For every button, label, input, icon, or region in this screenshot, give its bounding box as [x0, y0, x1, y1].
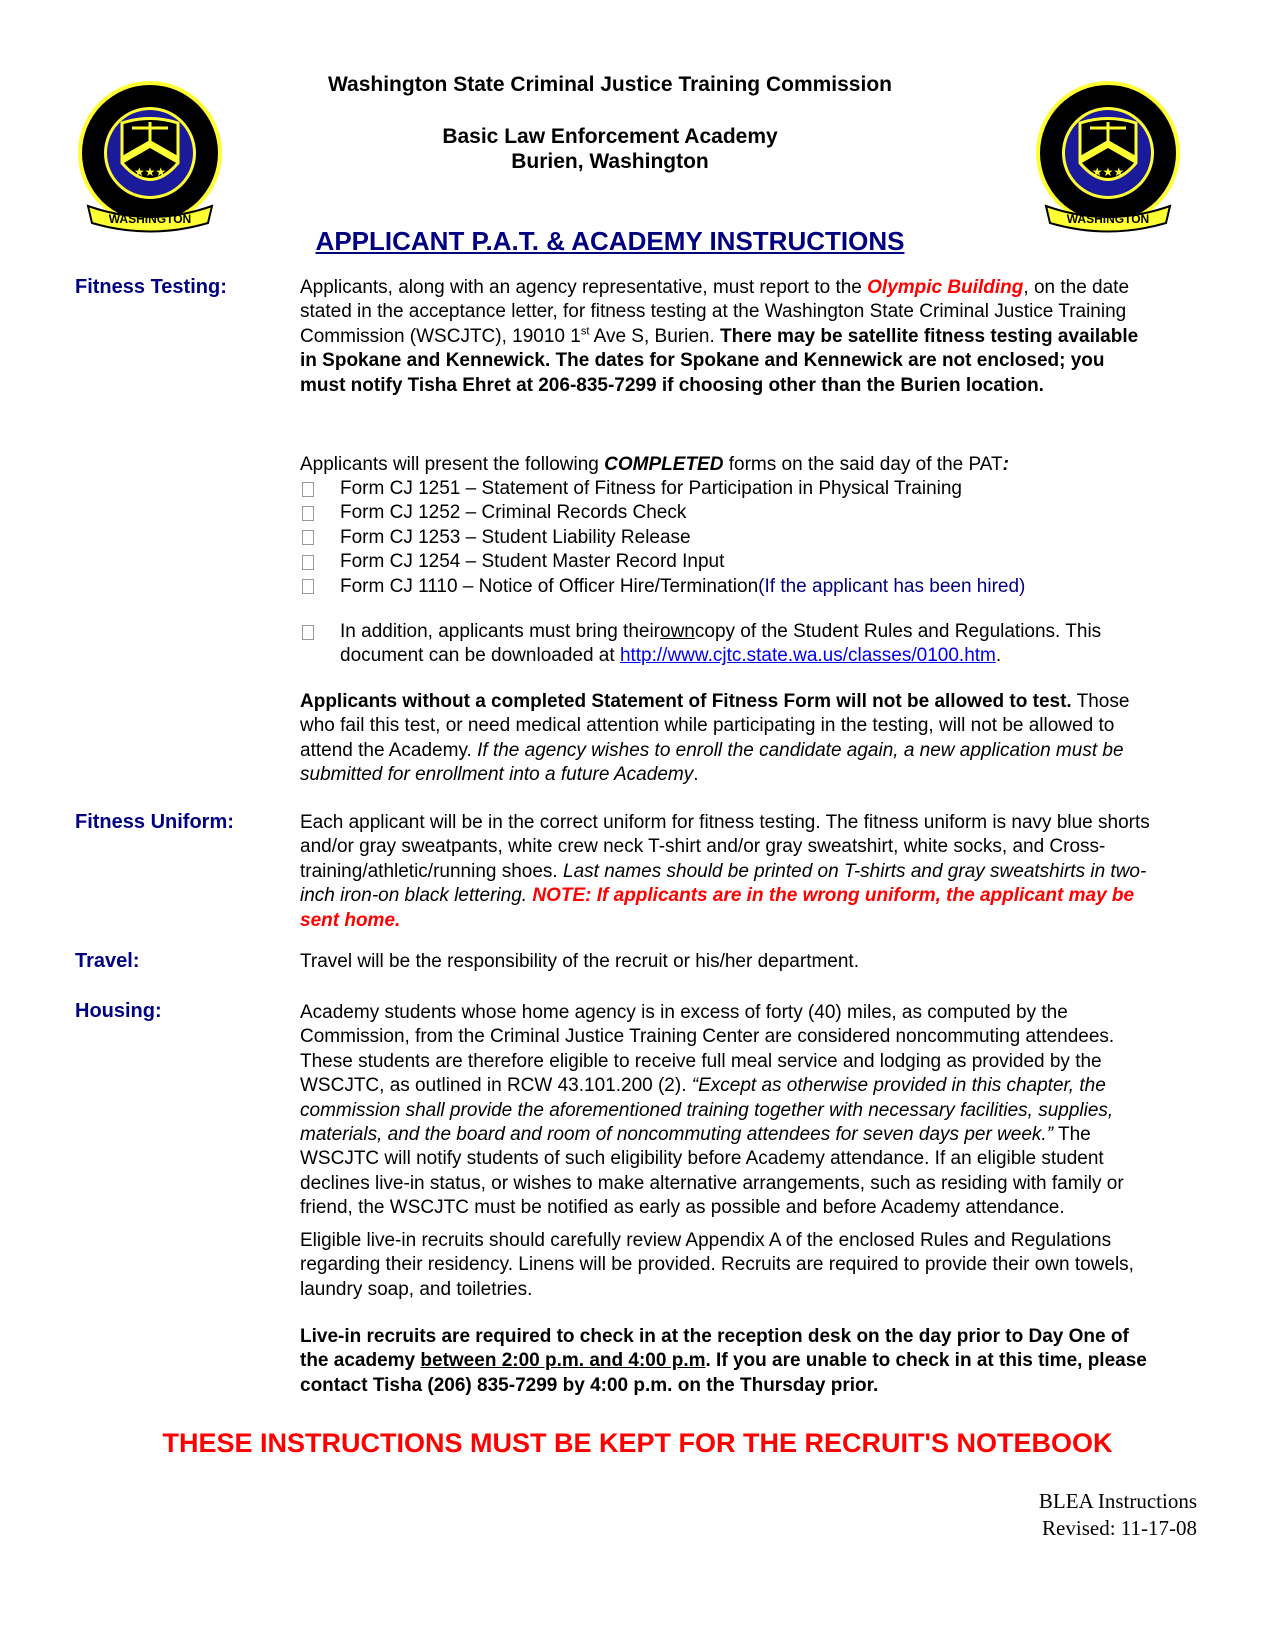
org-name: Washington State Criminal Justice Training Commission	[328, 73, 892, 96]
fitness-uniform-paragraph: Each applicant will be in the correct uniform for fitness testing. The fitness uniform is navy blue shorts and/or gray sweatpants, white crew neck T-shirt and/or gray sweatshirt, white socks, and Cross-training/athletic/running shoes. Last names should be printed on T-shirts and gray sweatshirts in two-inch iron-on black lettering. NOTE: If applicants are in the wrong uniform, the applicant may be sent home.	[300, 812, 1150, 931]
academy-name: Basic Law Enforcement Academy	[442, 125, 778, 148]
checkbox-icon	[302, 579, 314, 594]
section-label-fitness-uniform: Fitness Uniform:	[75, 811, 234, 833]
travel-text: Travel will be the responsibility of the recruit or his/her department.	[300, 951, 859, 972]
forms-checklist	[300, 477, 1025, 599]
section-label-housing: Housing:	[75, 1000, 162, 1022]
checkbox-icon	[302, 625, 314, 640]
keep-instructions-notice: THESE INSTRUCTIONS MUST BE KEPT FOR THE RECRUIT'S NOTEBOOK	[162, 1428, 1113, 1458]
student-rules-download-link[interactable]: http://www.cjtc.state.wa.us/classes/0100.htm	[619, 645, 996, 667]
seal-icon	[70, 78, 230, 238]
olympic-building: Olympic Building	[867, 277, 1024, 298]
checkbox-icon	[302, 530, 314, 545]
housing-paragraph-2: Eligible live-in recruits should carefully review Appendix A of the enclosed Rules and Regulations regarding their residency. Linens will be provided. Recruits are required to provide their own towels, laundry soap, and toiletries.	[300, 1230, 1134, 1300]
checklist-item: Form CJ 1254 – Student Master Record Input	[300, 550, 1025, 574]
student-rules-note: In addition, applicants must bring their own copy of the Student Rules and Regulations. This document can be downloaded at http://www.cjtc.state.wa.us/classes/0100.htm.	[300, 620, 1180, 669]
checkbox-icon	[302, 555, 314, 570]
section-label-fitness-testing: Fitness Testing:	[75, 276, 227, 298]
svg-text:WASHINGTON: WASHINGTON	[1066, 212, 1150, 226]
fitness-testing-paragraph: Applicants, along with an agency representative, must report to the Olympic Building, on the date stated in the acceptance letter, for fitness testing at the Washington State Criminal Justice Training Commission (WSCJTC), 19010 1st Ave S, Burien. There may be satellite fitness testing available in Spokane and Kennewick. The dates for Spokane and Kennewick are not enclosed; you must notify Tisha Ehret at 206-835-7299 if choosing other than the Burien location.	[300, 277, 1139, 396]
cjtc-seal-logo-right	[1028, 78, 1188, 238]
seal-icon	[1028, 78, 1188, 238]
checklist-item: Form CJ 1251 – Statement of Fitness for Participation in Physical Training	[300, 477, 1025, 501]
svg-text:★★★: ★★★	[133, 165, 167, 179]
housing-paragraph-1: Academy students whose home agency is in excess of forty (40) miles, as computed by the Commission, from the Criminal Justice Training Center are considered noncommuting attendees. These students are therefore eligible to receive full meal service and lodging as provided by the WSCJTC, as outlined in RCW 43.101.200 (2). “Except as otherwise provided in this chapter, the commission shall provide the aforementioned training together with necessary facilities, supplies, materials, and the board and room of noncommuting attendees for seven days per week.” The WSCJTC will notify students of such eligibility before Academy attendance. If an eligible student declines live-in status, or wishes to make alternative arrangements, such as residing with family or friend, the WSCJTC must be notified as early as possible and before Academy attendance.	[300, 1002, 1124, 1219]
checklist-item: Form CJ 1253 – Student Liability Release	[300, 526, 1025, 550]
checkbox-icon	[302, 506, 314, 521]
academy-location: Burien, Washington	[511, 150, 709, 173]
footer-revision-date: Revised: 11-17-08	[1042, 1516, 1197, 1540]
checklist-item: Form CJ 1252 – Criminal Records Check	[300, 501, 1025, 525]
svg-text:★★★: ★★★	[1091, 165, 1125, 179]
document-footer	[1039, 1488, 1197, 1542]
fitness-warning-paragraph: Applicants without a completed Statement of Fitness Form will not be allowed to test. Those who fail this test, or need medical attention while participating in the testing, will not be allowed to attend the Academy. If the agency wishes to enroll the candidate again, a new application must be submitted for enrollment into a future Academy.	[300, 691, 1130, 786]
cjtc-seal-logo-left	[70, 78, 230, 238]
section-label-travel: Travel:	[75, 950, 140, 972]
checklist-item: Form CJ 1110 – Notice of Officer Hire/Termination (If the applicant has been hired)	[300, 575, 1025, 599]
forms-intro: Applicants will present the following COMPLETED forms on the said day of the PAT:	[300, 454, 1009, 475]
footer-doc-name: BLEA Instructions	[1038, 1489, 1197, 1513]
page-title: APPLICANT P.A.T. & ACADEMY INSTRUCTIONS	[315, 226, 905, 256]
svg-text:WASHINGTON: WASHINGTON	[108, 212, 192, 226]
checkbox-icon	[302, 482, 314, 497]
academy-heading	[280, 124, 940, 174]
housing-checkin-paragraph: Live-in recruits are required to check in at the reception desk on the day prior to Day One of the academy between 2:00 p.m. and 4:00 p.m. If you are unable to check in at this time, please contact Tisha (206) 835-7299 by 4:00 p.m. on the Thursday prior.	[300, 1326, 1147, 1396]
